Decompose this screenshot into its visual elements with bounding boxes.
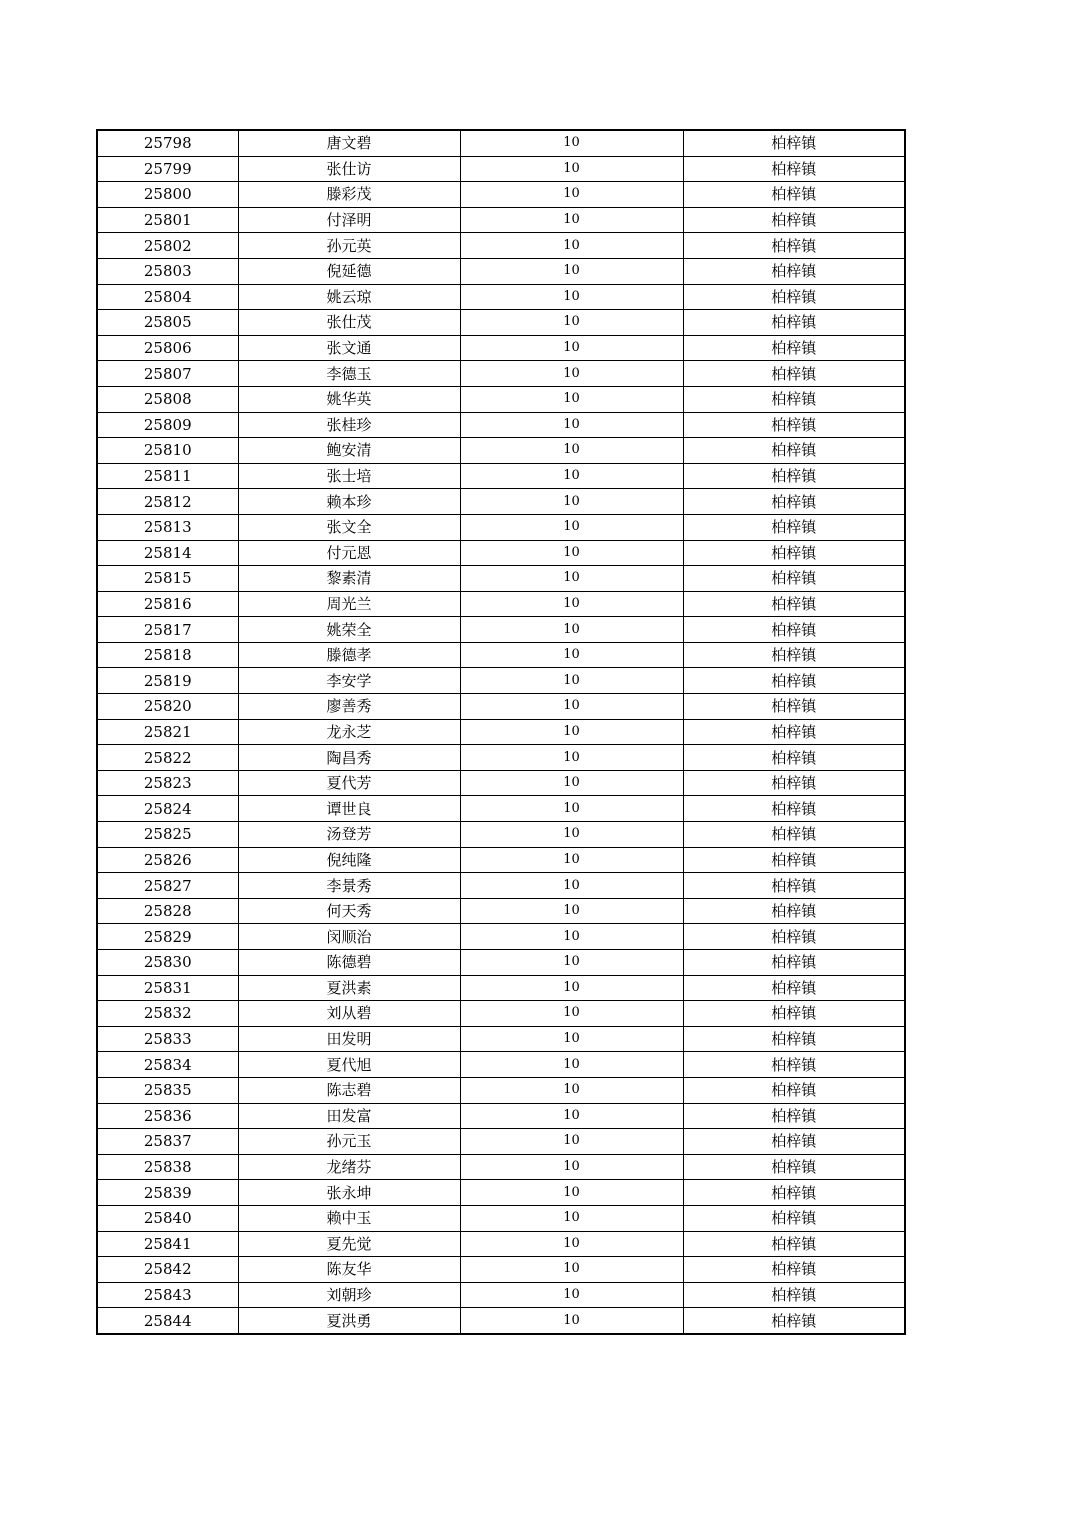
- row-town-cell: 柏梓镇: [683, 745, 905, 771]
- table-row: [97, 1103, 905, 1129]
- row-name-cell: 汤登芳: [238, 822, 460, 848]
- row-town-cell: 柏梓镇: [683, 873, 905, 899]
- table-row: [97, 745, 905, 771]
- row-town-cell: 柏梓镇: [683, 310, 905, 336]
- row-amount-cell: 10: [460, 1180, 683, 1206]
- row-town-cell: 柏梓镇: [683, 463, 905, 489]
- row-amount-cell: 10: [460, 489, 683, 515]
- row-amount-cell: 10: [460, 514, 683, 540]
- row-name-cell: 周光兰: [238, 591, 460, 617]
- table-row: [97, 514, 905, 540]
- row-amount-cell: 10: [460, 1231, 683, 1257]
- row-amount-cell: 10: [460, 1052, 683, 1078]
- row-id-cell: 25820: [97, 694, 238, 720]
- row-name-cell: 滕德孝: [238, 642, 460, 668]
- row-id-cell: 25830: [97, 950, 238, 976]
- row-id-cell: 25829: [97, 924, 238, 950]
- table-row: [97, 438, 905, 464]
- row-id-cell: 25831: [97, 975, 238, 1001]
- row-amount-cell: 10: [460, 310, 683, 336]
- row-amount-cell: 10: [460, 284, 683, 310]
- row-id-cell: 25833: [97, 1026, 238, 1052]
- row-town-cell: 柏梓镇: [683, 489, 905, 515]
- row-town-cell: 柏梓镇: [683, 207, 905, 233]
- row-amount-cell: 10: [460, 207, 683, 233]
- row-name-cell: 夏代芳: [238, 770, 460, 796]
- table-row: [97, 412, 905, 438]
- row-town-cell: 柏梓镇: [683, 822, 905, 848]
- row-name-cell: 夏洪素: [238, 975, 460, 1001]
- row-name-cell: 孙元玉: [238, 1129, 460, 1155]
- row-id-cell: 25808: [97, 386, 238, 412]
- row-town-cell: 柏梓镇: [683, 130, 905, 156]
- table-row: [97, 1180, 905, 1206]
- row-town-cell: 柏梓镇: [683, 1231, 905, 1257]
- row-id-cell: 25805: [97, 310, 238, 336]
- row-id-cell: 25838: [97, 1154, 238, 1180]
- row-town-cell: 柏梓镇: [683, 924, 905, 950]
- row-amount-cell: 10: [460, 258, 683, 284]
- row-town-cell: 柏梓镇: [683, 1129, 905, 1155]
- row-town-cell: 柏梓镇: [683, 1154, 905, 1180]
- row-amount-cell: 10: [460, 1154, 683, 1180]
- row-amount-cell: 10: [460, 386, 683, 412]
- row-town-cell: 柏梓镇: [683, 1001, 905, 1027]
- row-town-cell: 柏梓镇: [683, 770, 905, 796]
- row-amount-cell: 10: [460, 1026, 683, 1052]
- row-id-cell: 25802: [97, 233, 238, 259]
- row-town-cell: 柏梓镇: [683, 668, 905, 694]
- row-town-cell: 柏梓镇: [683, 182, 905, 208]
- row-amount-cell: 10: [460, 335, 683, 361]
- row-town-cell: 柏梓镇: [683, 847, 905, 873]
- row-id-cell: 25799: [97, 156, 238, 182]
- row-amount-cell: 10: [460, 1077, 683, 1103]
- row-town-cell: 柏梓镇: [683, 796, 905, 822]
- row-amount-cell: 10: [460, 361, 683, 387]
- row-amount-cell: 10: [460, 1001, 683, 1027]
- row-name-cell: 陈德碧: [238, 950, 460, 976]
- row-name-cell: 滕彩茂: [238, 182, 460, 208]
- table-row: [97, 284, 905, 310]
- table-row: [97, 1001, 905, 1027]
- row-id-cell: 25844: [97, 1308, 238, 1334]
- row-name-cell: 孙元英: [238, 233, 460, 259]
- row-id-cell: 25832: [97, 1001, 238, 1027]
- table-row: [97, 847, 905, 873]
- row-town-cell: 柏梓镇: [683, 412, 905, 438]
- row-town-cell: 柏梓镇: [683, 258, 905, 284]
- row-id-cell: 25798: [97, 130, 238, 156]
- table-row: [97, 873, 905, 899]
- row-name-cell: 田发明: [238, 1026, 460, 1052]
- row-name-cell: 张文全: [238, 514, 460, 540]
- table-row: [97, 207, 905, 233]
- row-id-cell: 25819: [97, 668, 238, 694]
- row-town-cell: 柏梓镇: [683, 898, 905, 924]
- row-amount-cell: 10: [460, 822, 683, 848]
- table-row: [97, 156, 905, 182]
- row-amount-cell: 10: [460, 233, 683, 259]
- row-name-cell: 闵顺治: [238, 924, 460, 950]
- row-town-cell: 柏梓镇: [683, 156, 905, 182]
- table-row: [97, 489, 905, 515]
- table-row: [97, 617, 905, 643]
- row-id-cell: 25816: [97, 591, 238, 617]
- row-name-cell: 倪延德: [238, 258, 460, 284]
- row-amount-cell: 10: [460, 642, 683, 668]
- table-row: [97, 668, 905, 694]
- row-id-cell: 25800: [97, 182, 238, 208]
- row-amount-cell: 10: [460, 898, 683, 924]
- table-row: [97, 898, 905, 924]
- row-id-cell: 25842: [97, 1257, 238, 1283]
- row-amount-cell: 10: [460, 566, 683, 592]
- row-name-cell: 廖善秀: [238, 694, 460, 720]
- row-amount-cell: 10: [460, 668, 683, 694]
- row-id-cell: 25814: [97, 540, 238, 566]
- row-id-cell: 25834: [97, 1052, 238, 1078]
- row-name-cell: 张永坤: [238, 1180, 460, 1206]
- roster-table-body: [97, 130, 905, 1334]
- row-amount-cell: 10: [460, 463, 683, 489]
- row-amount-cell: 10: [460, 1103, 683, 1129]
- row-id-cell: 25815: [97, 566, 238, 592]
- row-id-cell: 25835: [97, 1077, 238, 1103]
- row-amount-cell: 10: [460, 1257, 683, 1283]
- table-row: [97, 591, 905, 617]
- row-amount-cell: 10: [460, 1308, 683, 1334]
- row-town-cell: 柏梓镇: [683, 694, 905, 720]
- row-town-cell: 柏梓镇: [683, 284, 905, 310]
- row-name-cell: 姚云琼: [238, 284, 460, 310]
- row-id-cell: 25827: [97, 873, 238, 899]
- row-town-cell: 柏梓镇: [683, 950, 905, 976]
- table-row: [97, 1282, 905, 1308]
- row-town-cell: 柏梓镇: [683, 1103, 905, 1129]
- row-amount-cell: 10: [460, 873, 683, 899]
- row-amount-cell: 10: [460, 694, 683, 720]
- row-name-cell: 谭世良: [238, 796, 460, 822]
- row-amount-cell: 10: [460, 182, 683, 208]
- table-row: [97, 694, 905, 720]
- row-id-cell: 25801: [97, 207, 238, 233]
- row-name-cell: 张士培: [238, 463, 460, 489]
- table-row: [97, 950, 905, 976]
- row-town-cell: 柏梓镇: [683, 514, 905, 540]
- row-id-cell: 25826: [97, 847, 238, 873]
- row-town-cell: 柏梓镇: [683, 540, 905, 566]
- table-row: [97, 130, 905, 156]
- row-name-cell: 刘从碧: [238, 1001, 460, 1027]
- row-town-cell: 柏梓镇: [683, 591, 905, 617]
- row-name-cell: 夏代旭: [238, 1052, 460, 1078]
- table-row: [97, 540, 905, 566]
- table-row: [97, 361, 905, 387]
- row-id-cell: 25823: [97, 770, 238, 796]
- row-town-cell: 柏梓镇: [683, 566, 905, 592]
- row-amount-cell: 10: [460, 847, 683, 873]
- table-row: [97, 233, 905, 259]
- row-name-cell: 付元恩: [238, 540, 460, 566]
- row-id-cell: 25804: [97, 284, 238, 310]
- row-id-cell: 25824: [97, 796, 238, 822]
- row-amount-cell: 10: [460, 438, 683, 464]
- row-town-cell: 柏梓镇: [683, 1205, 905, 1231]
- row-name-cell: 张仕茂: [238, 310, 460, 336]
- table-row: [97, 642, 905, 668]
- table-row: [97, 386, 905, 412]
- table-row: [97, 1257, 905, 1283]
- row-town-cell: 柏梓镇: [683, 1257, 905, 1283]
- row-town-cell: 柏梓镇: [683, 1282, 905, 1308]
- table-row: [97, 796, 905, 822]
- table-row: [97, 1077, 905, 1103]
- table-row: [97, 1154, 905, 1180]
- row-name-cell: 张仕访: [238, 156, 460, 182]
- row-town-cell: 柏梓镇: [683, 1077, 905, 1103]
- row-id-cell: 25813: [97, 514, 238, 540]
- row-id-cell: 25821: [97, 719, 238, 745]
- row-id-cell: 25843: [97, 1282, 238, 1308]
- row-town-cell: 柏梓镇: [683, 361, 905, 387]
- row-name-cell: 陈友华: [238, 1257, 460, 1283]
- row-name-cell: 夏先觉: [238, 1231, 460, 1257]
- row-town-cell: 柏梓镇: [683, 1026, 905, 1052]
- row-name-cell: 李景秀: [238, 873, 460, 899]
- row-id-cell: 25839: [97, 1180, 238, 1206]
- row-amount-cell: 10: [460, 540, 683, 566]
- row-name-cell: 李德玉: [238, 361, 460, 387]
- row-id-cell: 25806: [97, 335, 238, 361]
- row-amount-cell: 10: [460, 1129, 683, 1155]
- row-name-cell: 赖中玉: [238, 1205, 460, 1231]
- table-row: [97, 566, 905, 592]
- row-amount-cell: 10: [460, 412, 683, 438]
- table-row: [97, 822, 905, 848]
- roster-table: [96, 129, 906, 1335]
- row-name-cell: 李安学: [238, 668, 460, 694]
- row-id-cell: 25807: [97, 361, 238, 387]
- row-id-cell: 25841: [97, 1231, 238, 1257]
- table-row: [97, 258, 905, 284]
- row-id-cell: 25810: [97, 438, 238, 464]
- row-town-cell: 柏梓镇: [683, 233, 905, 259]
- row-id-cell: 25825: [97, 822, 238, 848]
- table-row: [97, 719, 905, 745]
- table-row: [97, 335, 905, 361]
- row-name-cell: 张桂珍: [238, 412, 460, 438]
- table-row: [97, 975, 905, 1001]
- row-town-cell: 柏梓镇: [683, 642, 905, 668]
- row-town-cell: 柏梓镇: [683, 438, 905, 464]
- row-amount-cell: 10: [460, 617, 683, 643]
- row-name-cell: 姚荣全: [238, 617, 460, 643]
- row-name-cell: 付泽明: [238, 207, 460, 233]
- row-id-cell: 25817: [97, 617, 238, 643]
- table-row: [97, 924, 905, 950]
- row-town-cell: 柏梓镇: [683, 1308, 905, 1334]
- row-town-cell: 柏梓镇: [683, 617, 905, 643]
- row-id-cell: 25809: [97, 412, 238, 438]
- row-amount-cell: 10: [460, 950, 683, 976]
- row-id-cell: 25836: [97, 1103, 238, 1129]
- row-name-cell: 夏洪勇: [238, 1308, 460, 1334]
- row-amount-cell: 10: [460, 796, 683, 822]
- row-name-cell: 唐文碧: [238, 130, 460, 156]
- table-row: [97, 1129, 905, 1155]
- row-id-cell: 25818: [97, 642, 238, 668]
- table-row: [97, 1052, 905, 1078]
- row-name-cell: 张文通: [238, 335, 460, 361]
- row-name-cell: 陈志碧: [238, 1077, 460, 1103]
- row-town-cell: 柏梓镇: [683, 719, 905, 745]
- row-amount-cell: 10: [460, 719, 683, 745]
- table-row: [97, 1231, 905, 1257]
- row-town-cell: 柏梓镇: [683, 335, 905, 361]
- row-id-cell: 25803: [97, 258, 238, 284]
- table-row: [97, 1026, 905, 1052]
- row-name-cell: 姚华英: [238, 386, 460, 412]
- table-row: [97, 182, 905, 208]
- row-name-cell: 倪纯隆: [238, 847, 460, 873]
- row-id-cell: 25840: [97, 1205, 238, 1231]
- row-amount-cell: 10: [460, 1205, 683, 1231]
- table-row: [97, 310, 905, 336]
- row-id-cell: 25812: [97, 489, 238, 515]
- row-name-cell: 黎素清: [238, 566, 460, 592]
- row-name-cell: 鲍安清: [238, 438, 460, 464]
- table-row: [97, 1308, 905, 1334]
- row-name-cell: 龙绪芬: [238, 1154, 460, 1180]
- row-amount-cell: 10: [460, 770, 683, 796]
- row-id-cell: 25811: [97, 463, 238, 489]
- row-id-cell: 25837: [97, 1129, 238, 1155]
- row-id-cell: 25828: [97, 898, 238, 924]
- table-row: [97, 770, 905, 796]
- table-row: [97, 463, 905, 489]
- row-town-cell: 柏梓镇: [683, 975, 905, 1001]
- table-row: [97, 1205, 905, 1231]
- row-name-cell: 刘朝珍: [238, 1282, 460, 1308]
- row-name-cell: 赖本珍: [238, 489, 460, 515]
- row-amount-cell: 10: [460, 130, 683, 156]
- row-amount-cell: 10: [460, 591, 683, 617]
- row-amount-cell: 10: [460, 1282, 683, 1308]
- row-town-cell: 柏梓镇: [683, 386, 905, 412]
- row-amount-cell: 10: [460, 745, 683, 771]
- row-town-cell: 柏梓镇: [683, 1180, 905, 1206]
- row-amount-cell: 10: [460, 156, 683, 182]
- row-town-cell: 柏梓镇: [683, 1052, 905, 1078]
- row-amount-cell: 10: [460, 924, 683, 950]
- row-name-cell: 龙永芝: [238, 719, 460, 745]
- row-amount-cell: 10: [460, 975, 683, 1001]
- row-name-cell: 田发富: [238, 1103, 460, 1129]
- row-name-cell: 何天秀: [238, 898, 460, 924]
- row-id-cell: 25822: [97, 745, 238, 771]
- row-name-cell: 陶昌秀: [238, 745, 460, 771]
